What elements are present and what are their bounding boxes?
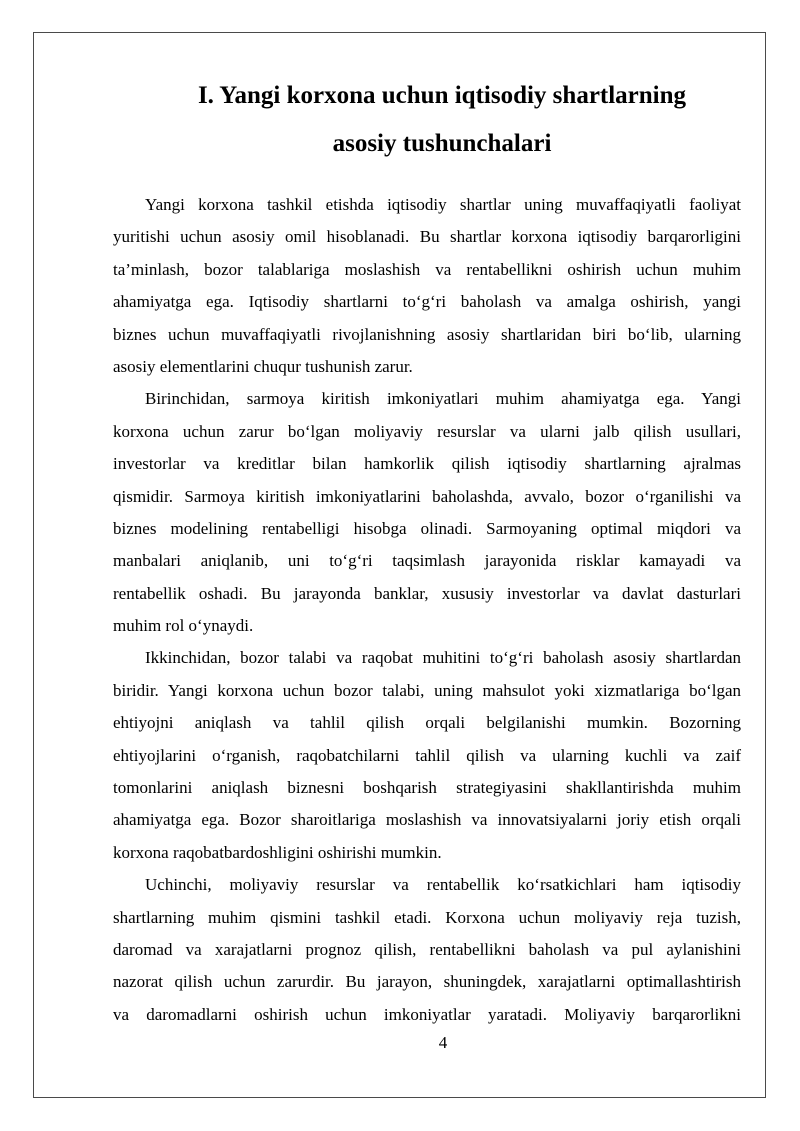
paragraph-line: Birinchidan, sarmoya kiritish imkoniyatlari muhim ahamiyatga ega. Yangi <box>145 389 741 409</box>
paragraph-line: Yangi korxona tashkil etishda iqtisodiy shartlar uning muvaffaqiyatli faoliyat <box>145 195 741 214</box>
paragraph-line: ehtiyojlarini o‘rganish, raqobatchilarni tahlil qilish va ularning kuchli va zaif <box>113 745 741 765</box>
paragraph-line: tomonlarini aniqlash biznesni boshqarish strategiyasini shakllantirishda muhim <box>113 778 741 798</box>
paragraph <box>113 869 741 1031</box>
paragraph-line: ta’minlash, bozor talablariga moslashish va rentabellikni oshirish uchun muhim <box>113 259 741 279</box>
body-text <box>113 189 741 1031</box>
paragraph-line: biznes uchun muvaffaqiyatli rivojlanishning asosiy shartlaridan biri bo‘lib, ularning <box>113 324 741 344</box>
paragraph <box>113 189 741 383</box>
paragraph-line: Uchinchi, moliyaviy resurslar va rentabellik ko‘rsatkichlari ham iqtisodiy <box>145 875 741 895</box>
page-number: 4 <box>438 1033 448 1052</box>
paragraph-line: manbalari aniqlanib, uni to‘g‘ri taqsimlash jarayonida risklar kamayadi va <box>113 551 741 571</box>
paragraph-line: biridir. Yangi korxona uchun bozor talabi, uning mahsulot yoki xizmatlariga bo‘lgan <box>113 680 741 700</box>
paragraph-line: shartlarning muhim qismini tashkil etadi. Korxona uchun moliyaviy reja tuzish, <box>113 907 741 927</box>
paragraph-line: nazorat qilish uchun zarurdir. Bu jarayon, shuningdek, xarajatlarni optimallashtirish <box>113 972 741 992</box>
paragraph <box>113 642 741 869</box>
paragraph-line: ahamiyatga ega. Bozor sharoitlariga moslashish va innovatsiyalarni joriy etish orqali <box>113 810 741 830</box>
section-title-line-1: I. Yangi korxona uchun iqtisodiy shartlarning <box>197 82 687 109</box>
paragraph-line: qismidir. Sarmoya kiritish imkoniyatlarini baholashda, avvalo, bozor o‘rganilishi va <box>113 486 741 506</box>
paragraph-line: ehtiyojni aniqlash va tahlil qilish orqali belgilanishi mumkin. Bozorning <box>113 713 741 733</box>
paragraph-line: muhim rol o‘ynaydi. <box>113 616 254 636</box>
paragraph-line: ahamiyatga ega. Iqtisodiy shartlarni to‘g‘ri baholash va amalga oshirish, yangi <box>113 292 741 312</box>
paragraph-line: investorlar va kreditlar bilan hamkorlik qilish iqtisodiy shartlarning ajralmas <box>113 454 741 474</box>
paragraph-line: korxona raqobatbardoshligini oshirishi mumkin. <box>113 842 442 862</box>
paragraph-line: yuritishi uchun asosiy omil hisoblanadi. Bu shartlar korxona iqtisodiy barqarorligini <box>113 227 741 247</box>
paragraph-line: va daromadlarni oshirish uchun imkoniyatlar yaratadi. Moliyaviy barqarorlikni <box>113 1004 741 1024</box>
paragraph-line: korxona uchun zarur bo‘lgan moliyaviy resurslar va ularni jalb qilish usullari, <box>113 421 741 441</box>
paragraph-line: Ikkinchidan, bozor talabi va raqobat muhitini to‘g‘ri baholash asosiy shartlardan <box>145 648 741 668</box>
section-title-line-2: asosiy tushunchalari <box>332 130 552 157</box>
paragraph-line: asosiy elementlarini chuqur tushunish zarur. <box>113 356 413 376</box>
paragraph <box>113 383 741 642</box>
paragraph-line: daromad va xarajatlarni prognoz qilish, rentabellikni baholash va pul aylanishini <box>113 939 741 959</box>
section-title <box>112 72 772 168</box>
paragraph-line: biznes modelining rentabelligi hisobga olinadi. Sarmoyaning optimal miqdori va <box>113 518 741 538</box>
paragraph-line: rentabellik oshadi. Bu jarayonda banklar, xususiy investorlar va davlat dasturlari <box>113 583 741 603</box>
